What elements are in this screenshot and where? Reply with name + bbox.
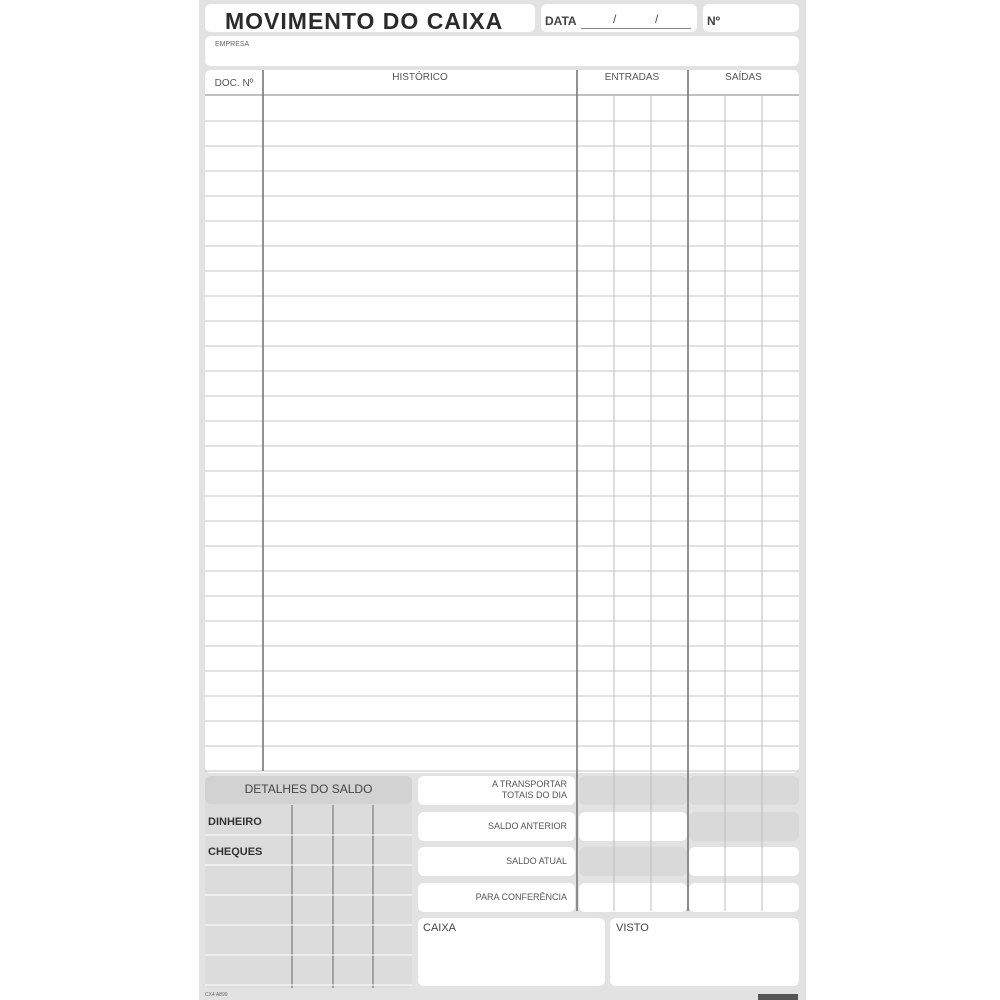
form-code: CX4 A899 <box>205 992 228 998</box>
number-field[interactable] <box>703 4 799 32</box>
date-label: DATA <box>545 14 577 28</box>
transport-label: A TRANSPORTAR <box>491 779 567 789</box>
column-header-history: HISTÓRICO <box>392 72 448 83</box>
form-title: MOVIMENTO DO CAIXA <box>225 8 504 34</box>
approval-signature-box[interactable] <box>610 918 799 986</box>
previous-balance-exits-cell <box>689 812 799 841</box>
cashier-label: CAIXA <box>423 922 457 934</box>
column-header-exits: SAÍDAS <box>725 72 762 83</box>
printer-logo <box>758 994 798 1000</box>
previous-balance-row <box>418 812 575 841</box>
company-field[interactable] <box>205 36 799 66</box>
date-separator: / <box>613 12 617 26</box>
column-header-entries: ENTRADAS <box>604 72 660 83</box>
check-entries-cell[interactable] <box>579 883 687 912</box>
balance-details-header <box>205 776 412 804</box>
number-label: Nº <box>707 14 721 28</box>
checks-label: CHEQUES <box>208 846 263 858</box>
current-balance-exits-cell[interactable] <box>689 847 799 876</box>
date-separator: / <box>655 12 659 26</box>
transport-exits-cell <box>689 776 799 805</box>
entries-table <box>205 70 799 773</box>
previous-balance-entries-cell[interactable] <box>579 812 687 841</box>
check-row <box>418 883 575 912</box>
cash-label: DINHEIRO <box>208 816 262 828</box>
check-exits-cell[interactable] <box>689 883 799 912</box>
current-balance-row <box>418 847 575 876</box>
previous-balance-label: SALDO ANTERIOR <box>487 821 567 831</box>
transport-totals-row <box>418 776 575 805</box>
balance-details-panel <box>205 776 412 988</box>
date-field[interactable] <box>541 4 697 32</box>
current-balance-label: SALDO ATUAL <box>506 856 567 866</box>
cashier-signature-box[interactable] <box>418 918 605 986</box>
form-title-box <box>205 4 535 32</box>
approval-label: VISTO <box>616 922 649 934</box>
date-underline <box>581 28 691 29</box>
transport-entries-cell <box>579 776 687 805</box>
company-label: EMPRESA <box>215 41 250 48</box>
current-balance-entries-cell <box>579 847 687 876</box>
balance-details-title: DETALHES DO SALDO <box>244 782 373 796</box>
day-totals-label: TOTAIS DO DIA <box>501 790 567 800</box>
check-label: PARA CONFERÊNCIA <box>475 892 567 902</box>
column-header-doc: DOC. Nº <box>214 78 254 89</box>
